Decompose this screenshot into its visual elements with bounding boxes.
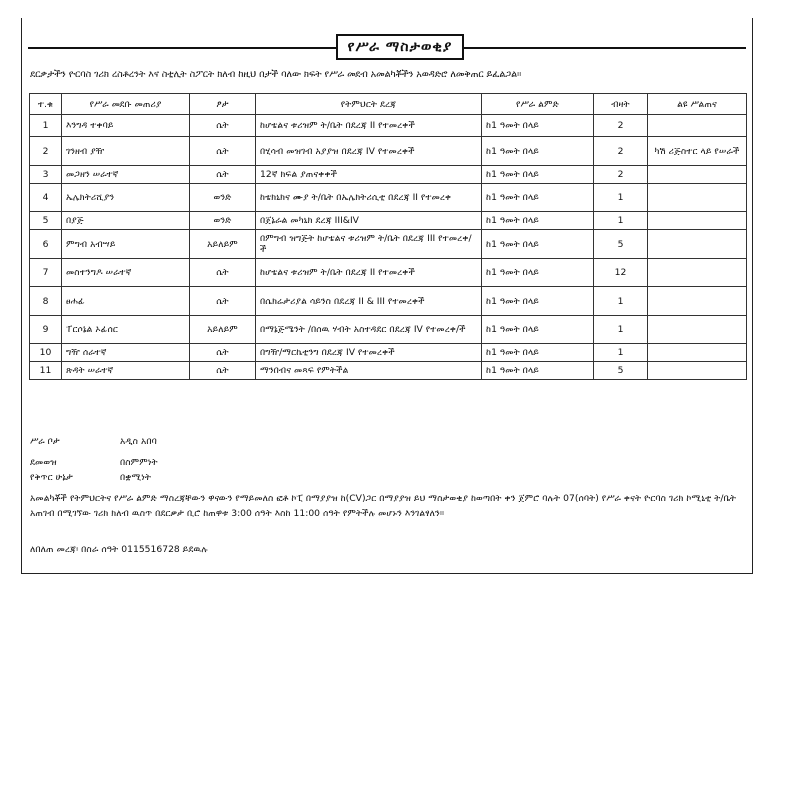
- salary-value: በስምምነት: [120, 457, 158, 468]
- table-row: [30, 137, 747, 166]
- row-job-title: መጋዘን ሠራተኛ: [62, 166, 190, 184]
- row-special-training: [648, 212, 747, 230]
- row-sex: ሴት: [190, 137, 256, 166]
- row-job-title: ግዥ ሰራተኛ: [62, 344, 190, 362]
- row-job-title: ፐርሶኔል ኦፊሰር: [62, 316, 190, 344]
- row-quantity: 5: [594, 362, 648, 380]
- row-sex: ሴት: [190, 362, 256, 380]
- employment-value: በቋሚነት: [120, 472, 152, 483]
- row-education: በግዥ/ማርኬቲንግ በደረጃ IV የተመረቀች: [256, 344, 482, 362]
- row-sex: ሴት: [190, 166, 256, 184]
- row-experience: ከ1 ዓመት በላይ: [482, 287, 594, 316]
- row-experience: ከ1 ዓመት በላይ: [482, 259, 594, 287]
- row-quantity: 2: [594, 166, 648, 184]
- row-sex: አይለይም: [190, 316, 256, 344]
- row-number: 8: [30, 287, 62, 316]
- header-title: የሥራ መደቡ መጠሪያ: [62, 94, 190, 115]
- row-sex: ሴት: [190, 287, 256, 316]
- table-row: [30, 184, 747, 212]
- row-quantity: 1: [594, 212, 648, 230]
- row-sex: አይለይም: [190, 230, 256, 259]
- row-special-training: [648, 184, 747, 212]
- row-education: ከቴክኒክና ሙያ ት/ቤት በኤሌክትሪሲቲ በደረጃ II የተመረቀ: [256, 184, 482, 212]
- row-job-title: በያጅ: [62, 212, 190, 230]
- row-quantity: 2: [594, 115, 648, 137]
- employment-row: [30, 472, 151, 483]
- table-row: [30, 344, 747, 362]
- table-header-row: [30, 94, 747, 115]
- title-container: [0, 34, 800, 60]
- table-row: [30, 212, 747, 230]
- row-number: 3: [30, 166, 62, 184]
- row-special-training: [648, 115, 747, 137]
- row-education: 12ኛ ክፍል ያጠናቀቀች: [256, 166, 482, 184]
- table-row: [30, 115, 747, 137]
- row-quantity: 1: [594, 184, 648, 212]
- row-education: ከሆቴልና ቱሪዝም ት/ቤት በደረጃ II የተመረቀች: [256, 115, 482, 137]
- row-number: 5: [30, 212, 62, 230]
- row-education: ከሆቴልና ቱሪዝም ት/ቤት በደረጃ II የተመረቀች: [256, 259, 482, 287]
- row-special-training: [648, 362, 747, 380]
- row-experience: ከ1 ዓመት በላይ: [482, 166, 594, 184]
- row-job-title: መስተንግዶ ሠራተኛ: [62, 259, 190, 287]
- table-row: [30, 287, 747, 316]
- work-place-label: ሥራ ቦታ: [30, 436, 60, 447]
- row-quantity: 1: [594, 287, 648, 316]
- row-education: ማንበብና መጻፍ የምትችል: [256, 362, 482, 380]
- row-number: 7: [30, 259, 62, 287]
- row-number: 4: [30, 184, 62, 212]
- row-special-training: ካሽ ሪጅስተር ላይ የሠራች: [648, 137, 747, 166]
- table-row: [30, 166, 747, 184]
- row-special-training: [648, 259, 747, 287]
- work-place-row: [30, 436, 157, 447]
- row-experience: ከ1 ዓመት በላይ: [482, 137, 594, 166]
- employment-label: የቅጥር ሁኔታ: [30, 472, 73, 483]
- row-job-title: ጽዳት ሠራተኛ: [62, 362, 190, 380]
- row-sex: ወንድ: [190, 184, 256, 212]
- row-quantity: 1: [594, 316, 648, 344]
- row-job-title: እንግዳ ተቀባይ: [62, 115, 190, 137]
- row-number: 11: [30, 362, 62, 380]
- header-no: ተ.ቁ: [30, 94, 62, 115]
- header-special-training: ልዩ ሥልጠና: [648, 94, 747, 115]
- row-number: 6: [30, 230, 62, 259]
- salary-label: ደመወዝ: [30, 457, 57, 468]
- row-experience: ከ1 ዓመት በላይ: [482, 316, 594, 344]
- row-education: በጀኔራል መካኒክ ደረጃ III&IV: [256, 212, 482, 230]
- application-instructions: አመልካቾች የትምህርትና የሥራ ልምድ ማስረጃቸውን ዋናውን የማይመለስ ፎቶ ኮፒ በማያያዝ ከ(CV)ጋር በማያያዝ ይህ ማስታወቂያ ከወጣበት ቀን ጀምሮ ባሉት 07(ሰባት) የሥራ ቀናት ዮርባስ ገሪክ ኮሚኒቲ ት/ቤት አጠገብ በሚገኘው ገሪክ ክለብ ዉስጥ በደርቃታ ቢሮ ከጠዋቱ 3:00 ሰዓት እስከ 11:00 ሰዓት የምትችሉ መሆኑን እንገልፃለን።: [30, 493, 737, 519]
- jobs-table: [29, 93, 747, 380]
- row-experience: ከ1 ዓመት በላይ: [482, 212, 594, 230]
- row-quantity: 1: [594, 344, 648, 362]
- header-education: የትምህርት ደረጃ: [256, 94, 482, 115]
- row-special-training: [648, 316, 747, 344]
- header-experience: የሥራ ልምድ: [482, 94, 594, 115]
- page-title: የሥራ ማስታወቂያ: [336, 34, 465, 60]
- row-special-training: [648, 166, 747, 184]
- row-experience: ከ1 ዓመት በላይ: [482, 184, 594, 212]
- row-education: በምግብ ዝግጅት ከሆቴልና ቱሪዝም ት/ቤት በደረጃ III የተመረቀ/ች: [256, 230, 482, 259]
- header-sex: ፆታ: [190, 94, 256, 115]
- row-sex: ወንድ: [190, 212, 256, 230]
- contact-info: ለበለጠ መረጃ፡ በስራ ሰዓት 0115516728 ይደዉሉ: [30, 544, 208, 555]
- intro-text: ደርቃታችን ዮርባስ ገሪክ ረስቶረንት እና ስቲሊት ስፖርት ክለብ ከዚህ በታች ባለው ክፍት የሥራ መደብ አመልካቾችን አወዳድሮ ለመቅጠር ይፈልጋል።: [30, 69, 522, 80]
- table-row: [30, 362, 747, 380]
- work-place-value: አዲስ አበባ: [120, 436, 157, 447]
- row-special-training: [648, 344, 747, 362]
- row-number: 10: [30, 344, 62, 362]
- row-number: 1: [30, 115, 62, 137]
- row-job-title: ፀሐፊ: [62, 287, 190, 316]
- row-sex: ሴት: [190, 344, 256, 362]
- row-quantity: 5: [594, 230, 648, 259]
- row-job-title: ኤሌክትሪሺያን: [62, 184, 190, 212]
- row-experience: ከ1 ዓመት በላይ: [482, 362, 594, 380]
- row-education: በሴክሬታሪያል ሳይንስ በደረጃ II & III የተመረቀች: [256, 287, 482, 316]
- table-row: [30, 316, 747, 344]
- row-experience: ከ1 ዓመት በላይ: [482, 115, 594, 137]
- row-quantity: 12: [594, 259, 648, 287]
- row-number: 9: [30, 316, 62, 344]
- row-experience: ከ1 ዓመት በላይ: [482, 344, 594, 362]
- row-education: በሂሳብ መዝገብ አያያዝ በደረጃ IV የተመረቀች: [256, 137, 482, 166]
- header-quantity: ብዛት: [594, 94, 648, 115]
- row-experience: ከ1 ዓመት በላይ: [482, 230, 594, 259]
- row-job-title: ገንዘብ ያዥ: [62, 137, 190, 166]
- row-job-title: ምግብ አብሣይ: [62, 230, 190, 259]
- table-row: [30, 259, 747, 287]
- row-sex: ሴት: [190, 115, 256, 137]
- row-special-training: [648, 287, 747, 316]
- salary-row: [30, 457, 158, 468]
- row-sex: ሴት: [190, 259, 256, 287]
- row-education: በማኔጅሜንት /በሰዉ ሃብት አስተዳደር በደረጃ IV የተመረቀ/ች: [256, 316, 482, 344]
- row-special-training: [648, 230, 747, 259]
- row-quantity: 2: [594, 137, 648, 166]
- table-row: [30, 230, 747, 259]
- row-number: 2: [30, 137, 62, 166]
